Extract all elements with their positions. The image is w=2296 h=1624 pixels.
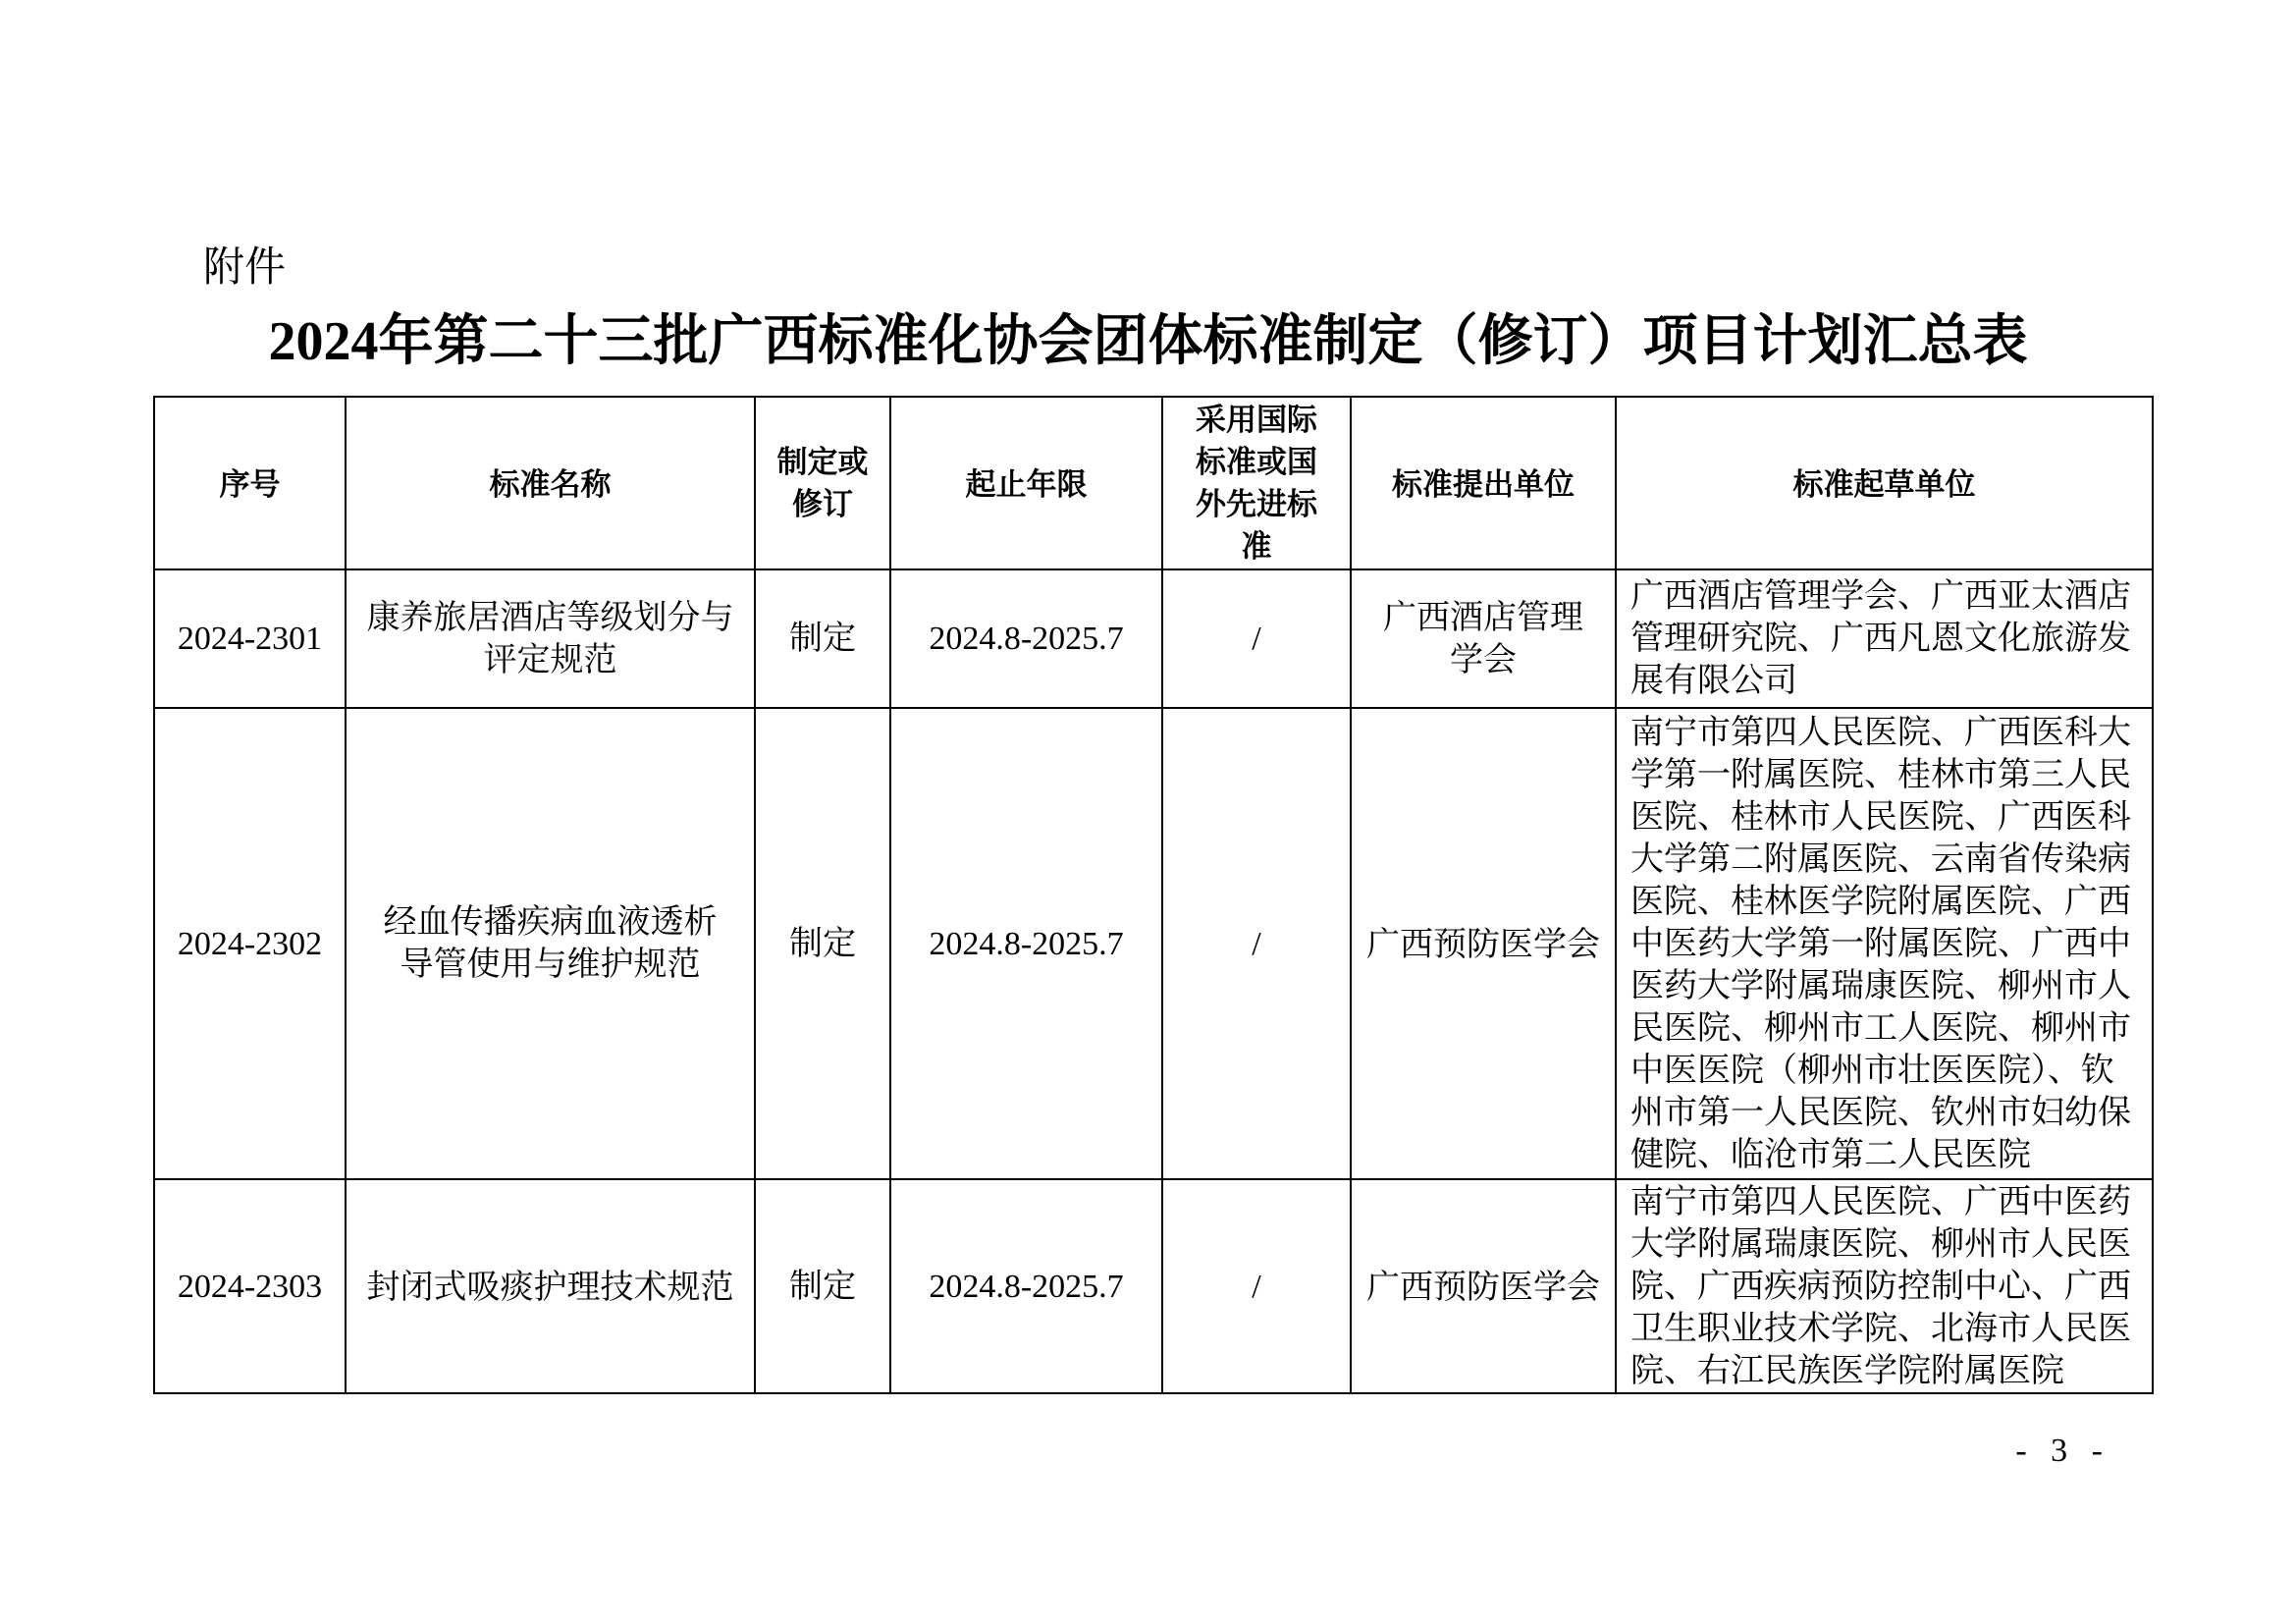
standard-name-cell xyxy=(346,1179,755,1393)
intl-standard-value: / xyxy=(1252,621,1261,657)
document-title: 2024年第二十三批广西标准化协会团体标准制定（修订）项目计划汇总表 xyxy=(268,311,2028,372)
header-intl-standard-label: 采用国际标准或国外先进标准 xyxy=(1196,403,1317,564)
period-value: 2024.8-2025.7 xyxy=(929,621,1124,657)
serial-number-cell xyxy=(154,708,346,1179)
intl-standard-cell xyxy=(1162,708,1351,1179)
header-serial xyxy=(154,397,346,569)
attachment-label: 附件 xyxy=(203,245,287,291)
proposer-cell xyxy=(1351,569,1616,708)
header-proposer-label: 标准提出单位 xyxy=(1392,467,1575,503)
intl-standard-value: / xyxy=(1252,1268,1261,1305)
type-cell xyxy=(755,1179,890,1393)
header-period xyxy=(890,397,1162,569)
table-row xyxy=(154,569,2153,708)
intl-standard-value: / xyxy=(1252,925,1261,962)
header-proposer xyxy=(1351,397,1616,569)
period-value: 2024.8-2025.7 xyxy=(929,925,1124,962)
type-value: 制定 xyxy=(789,1268,856,1305)
proposer-cell xyxy=(1351,1179,1616,1393)
standards-plan-table xyxy=(153,396,2154,1394)
intl-standard-cell xyxy=(1162,569,1351,708)
type-cell xyxy=(755,569,890,708)
page-number: - 3 - xyxy=(2015,1433,2110,1469)
period-value: 2024.8-2025.7 xyxy=(929,1268,1124,1305)
intl-standard-cell xyxy=(1162,1179,1351,1393)
header-period-label: 起止年限 xyxy=(965,467,1088,503)
header-type-label: 制定或修订 xyxy=(776,445,869,521)
serial-number: 2024-2302 xyxy=(177,925,323,962)
header-intl-standard xyxy=(1162,397,1351,569)
period-cell xyxy=(890,569,1162,708)
serial-number: 2024-2303 xyxy=(177,1268,323,1305)
serial-number: 2024-2301 xyxy=(177,621,323,657)
drafters-value: 广西酒店管理学会、广西亚太酒店管理研究院、广西凡恩文化旅游发展有限公司 xyxy=(1630,578,2131,699)
header-serial-label: 序号 xyxy=(219,467,281,503)
drafters-value: 南宁市第四人民医院、广西医科大学第一附属医院、桂林市第三人民医院、桂林市人民医院、广西医科大学第二附属医院、云南省传染病医院、桂林医学院附属医院、广西中医药大学第一附属医院、广西中医药大学附属瑞康医院、柳州市人民医院、柳州市工人医院、柳州市中医医院（柳州市壮医医院）、钦州市第一人民医院、钦州市妇幼保健院、临沧市第二人民医院 xyxy=(1630,714,2131,1173)
header-standard-name-label: 标准名称 xyxy=(489,467,612,503)
drafters-cell xyxy=(1616,1179,2153,1393)
type-value: 制定 xyxy=(789,925,856,962)
standard-name: 经血传播疾病血液透析导管使用与维护规范 xyxy=(383,904,718,983)
serial-number-cell xyxy=(154,1179,346,1393)
period-cell xyxy=(890,1179,1162,1393)
drafters-cell xyxy=(1616,708,2153,1179)
standard-name-cell xyxy=(346,569,755,708)
header-drafters-label: 标准起草单位 xyxy=(1792,467,1976,503)
type-cell xyxy=(755,708,890,1179)
table-header-row xyxy=(154,397,2153,569)
proposer-cell xyxy=(1351,708,1616,1179)
header-drafters xyxy=(1616,397,2153,569)
period-cell xyxy=(890,708,1162,1179)
standard-name: 封闭式吸痰护理技术规范 xyxy=(366,1269,734,1306)
header-standard-name xyxy=(346,397,755,569)
proposer-value: 广西酒店管理学会 xyxy=(1382,599,1583,678)
table-row xyxy=(154,1179,2153,1393)
proposer-value: 广西预防医学会 xyxy=(1365,1269,1600,1306)
standard-name-cell xyxy=(346,708,755,1179)
table-row xyxy=(154,708,2153,1179)
proposer-value: 广西预防医学会 xyxy=(1365,926,1600,963)
header-type xyxy=(755,397,890,569)
standard-name: 康养旅居酒店等级划分与评定规范 xyxy=(366,599,734,678)
drafters-value: 南宁市第四人民医院、广西中医药大学附属瑞康医院、柳州市人民医院、广西疾病预防控制中心、广西卫生职业技术学院、北海市人民医院、右江民族医学院附属医院 xyxy=(1630,1183,2131,1389)
serial-number-cell xyxy=(154,569,346,708)
type-value: 制定 xyxy=(789,621,856,657)
drafters-cell xyxy=(1616,569,2153,708)
